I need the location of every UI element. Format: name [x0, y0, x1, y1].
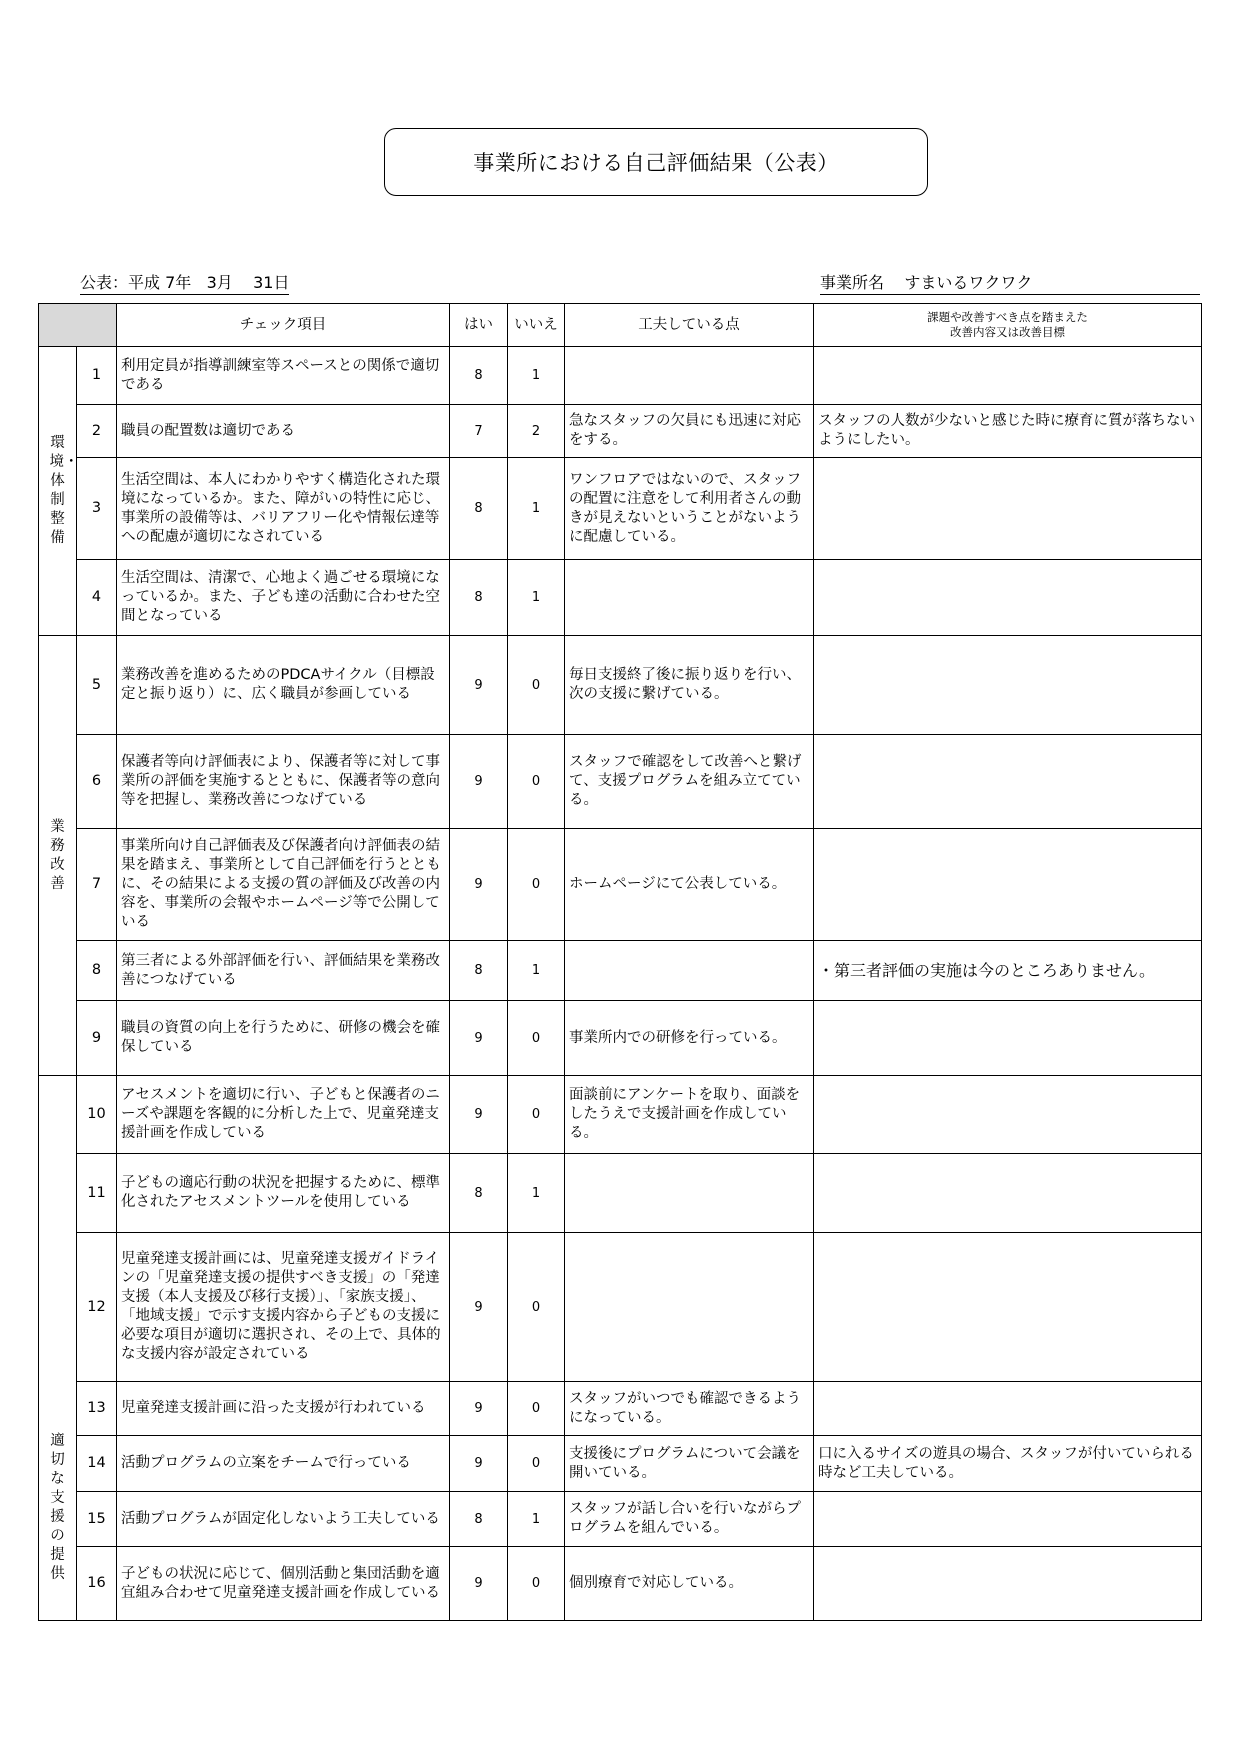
check-item: 活動プログラムの立案をチームで行っている: [117, 1436, 450, 1492]
improvement-note: [814, 636, 1202, 735]
check-item: 児童発達支援計画には、児童発達支援ガイドラインの「児童発達支援の提供すべき支援」の「発達支援（本人支援及び移行支援）」、「家族支援」、「地域支援」で示す支援内容から子どもの支援に必要な項目が適切に選択され、その上で、具体的な支援内容が設定されている: [117, 1233, 450, 1382]
check-item: 職員の配置数は適切である: [117, 405, 450, 458]
row-number: 15: [77, 1492, 117, 1547]
yes-count: 9: [450, 1382, 508, 1436]
table-row: [39, 560, 1202, 636]
category-support-label: 適切な支援の提供: [50, 1433, 65, 1582]
yes-count: 9: [450, 636, 508, 735]
effort-note: 毎日支援終了後に振り返りを行い、次の支援に繋げている。: [565, 636, 814, 735]
improvement-note: [814, 735, 1202, 829]
yes-count: 9: [450, 1233, 508, 1382]
publication-date: [80, 270, 289, 295]
no-count: 0: [508, 636, 565, 735]
no-count: 0: [508, 1436, 565, 1492]
row-number: 11: [77, 1154, 117, 1233]
table-row: [39, 1436, 1202, 1492]
yes-count: 8: [450, 1154, 508, 1233]
check-item: 子どもの状況に応じて、個別活動と集団活動を適宜組み合わせて児童発達支援計画を作成している: [117, 1547, 450, 1621]
table-row: [39, 941, 1202, 1001]
table-row: [39, 735, 1202, 829]
table-row: [39, 405, 1202, 458]
check-item: 活動プログラムが固定化しないよう工夫している: [117, 1492, 450, 1547]
improvement-note: [814, 1547, 1202, 1621]
table-row: [39, 1001, 1202, 1076]
row-number: 1: [77, 347, 117, 405]
yes-count: 8: [450, 347, 508, 405]
row-number: 3: [77, 458, 117, 560]
category-business: [39, 636, 77, 1076]
improvement-note: [814, 347, 1202, 405]
improvement-note: [814, 458, 1202, 560]
improvement-note: [814, 1233, 1202, 1382]
no-count: 1: [508, 347, 565, 405]
improvement-note: [814, 560, 1202, 636]
improvement-note: [814, 1154, 1202, 1233]
check-item: 利用定員が指導訓練室等スペースとの関係で適切である: [117, 347, 450, 405]
table-row: [39, 829, 1202, 941]
check-item: 生活空間は、清潔で、心地よく過ごせる環境になっているか。また、子ども達の活動に合わせた空間となっている: [117, 560, 450, 636]
improvement-note: [814, 1001, 1202, 1076]
check-item: 保護者等向け評価表により、保護者等に対して事業所の評価を実施するとともに、保護者等の意向等を把握し、業務改善につなげている: [117, 735, 450, 829]
improvement-note: 口に入るサイズの遊具の場合、スタッフが付いていられる時など工夫している。: [814, 1436, 1202, 1492]
yes-count: 8: [450, 458, 508, 560]
office-name-value: すまいるワクワク: [904, 273, 1033, 292]
table-row: [39, 1076, 1202, 1154]
row-number: 6: [77, 735, 117, 829]
row-number: 12: [77, 1233, 117, 1382]
check-item: 生活空間は、本人にわかりやすく構造化された環境になっているか。また、障がいの特性に応じ、事業所の設備等は、バリアフリー化や情報伝達等への配慮が適切になされている: [117, 458, 450, 560]
table-row: [39, 1382, 1202, 1436]
row-number: 5: [77, 636, 117, 735]
publication-label: 公表：平成: [80, 273, 161, 292]
office-name: [820, 270, 1200, 295]
yes-count: 9: [450, 1547, 508, 1621]
category-environment-label: 環境・体制整備: [49, 435, 79, 546]
no-count: 0: [508, 1001, 565, 1076]
row-number: 13: [77, 1382, 117, 1436]
table-row: [39, 1547, 1202, 1621]
evaluation-table: [38, 303, 1202, 1621]
improvement-note: [814, 1382, 1202, 1436]
check-item: アセスメントを適切に行い、子どもと保護者のニーズや課題を客観的に分析した上で、児童発達支援計画を作成している: [117, 1076, 450, 1154]
category-business-label: 業務改善: [50, 818, 65, 892]
no-count: 0: [508, 735, 565, 829]
publication-month: 3月: [206, 273, 233, 292]
effort-note: ワンフロアではないので、スタッフの配置に注意をして利用者さんの動きが見えないということがないように配慮している。: [565, 458, 814, 560]
effort-note: 支援後にプログラムについて会議を開いている。: [565, 1436, 814, 1492]
effort-note: 面談前にアンケートを取り、面談をしたうえで支援計画を作成している。: [565, 1076, 814, 1154]
check-item: 第三者による外部評価を行い、評価結果を業務改善につなげている: [117, 941, 450, 1001]
header-no: いいえ: [508, 304, 565, 347]
page-title-text: 事業所における自己評価結果（公表）: [473, 151, 839, 175]
no-count: 1: [508, 458, 565, 560]
yes-count: 7: [450, 405, 508, 458]
improvement-note: [814, 1492, 1202, 1547]
header-improvement: [814, 304, 1202, 347]
no-count: 1: [508, 941, 565, 1001]
no-count: 1: [508, 1154, 565, 1233]
header-yes: はい: [450, 304, 508, 347]
effort-note: 急なスタッフの欠員にも迅速に対応をする。: [565, 405, 814, 458]
effort-note: 事業所内での研修を行っている。: [565, 1001, 814, 1076]
category-environment: [39, 347, 77, 636]
row-number: 7: [77, 829, 117, 941]
effort-note: [565, 941, 814, 1001]
office-label: 事業所名: [820, 273, 885, 292]
improvement-note: [814, 1076, 1202, 1154]
effort-note: 個別療育で対応している。: [565, 1547, 814, 1621]
effort-note: スタッフが話し合いを行いながらプログラムを組んでいる。: [565, 1492, 814, 1547]
no-count: 0: [508, 1547, 565, 1621]
yes-count: 9: [450, 1076, 508, 1154]
page-title: [384, 128, 928, 196]
improvement-note: スタッフの人数が少ないと感じた時に療育に質が落ちないようにしたい。: [814, 405, 1202, 458]
yes-count: 9: [450, 1001, 508, 1076]
no-count: 0: [508, 1076, 565, 1154]
improvement-note: ・第三者評価の実施は今のところありません。: [814, 941, 1202, 1001]
check-item: 業務改善を進めるためのPDCAサイクル（目標設定と振り返り）に、広く職員が参画している: [117, 636, 450, 735]
header-row: [39, 304, 1202, 347]
effort-note: スタッフで確認をして改善へと繋げて、支援プログラムを組み立てている。: [565, 735, 814, 829]
row-number: 4: [77, 560, 117, 636]
table-row: [39, 458, 1202, 560]
table-row: [39, 1492, 1202, 1547]
no-count: 2: [508, 405, 565, 458]
header-corner: [39, 304, 117, 347]
row-number: 9: [77, 1001, 117, 1076]
effort-note: [565, 560, 814, 636]
check-item: 職員の資質の向上を行うために、研修の機会を確保している: [117, 1001, 450, 1076]
header-check-item: チェック項目: [117, 304, 450, 347]
effort-note: ホームページにて公表している。: [565, 829, 814, 941]
no-count: 1: [508, 560, 565, 636]
effort-note: [565, 1154, 814, 1233]
effort-note: スタッフがいつでも確認できるようになっている。: [565, 1382, 814, 1436]
check-item: 児童発達支援計画に沿った支援が行われている: [117, 1382, 450, 1436]
row-number: 14: [77, 1436, 117, 1492]
table-row: [39, 1154, 1202, 1233]
table-row: [39, 1233, 1202, 1382]
check-item: 事業所向け自己評価表及び保護者向け評価表の結果を踏まえ、事業所として自己評価を行うとともに、その結果による支援の質の評価及び改善の内容を、事業所の会報やホームページ等で公開している: [117, 829, 450, 941]
row-number: 16: [77, 1547, 117, 1621]
row-number: 2: [77, 405, 117, 458]
row-number: 10: [77, 1076, 117, 1154]
table-row: [39, 347, 1202, 405]
yes-count: 8: [450, 560, 508, 636]
yes-count: 8: [450, 941, 508, 1001]
yes-count: 8: [450, 1492, 508, 1547]
category-support: [39, 1076, 77, 1621]
yes-count: 9: [450, 829, 508, 941]
table-row: [39, 636, 1202, 735]
publication-year: 7年: [165, 273, 192, 292]
no-count: 1: [508, 1492, 565, 1547]
effort-note: [565, 347, 814, 405]
header-improvement-line1: 課題や改善すべき点を踏まえた: [927, 310, 1088, 324]
publication-day: 31日: [253, 273, 290, 292]
yes-count: 9: [450, 1436, 508, 1492]
effort-note: [565, 1233, 814, 1382]
header-improvement-line2: 改善内容又は改善目標: [950, 325, 1065, 339]
yes-count: 9: [450, 735, 508, 829]
no-count: 0: [508, 829, 565, 941]
no-count: 0: [508, 1233, 565, 1382]
improvement-note: [814, 829, 1202, 941]
row-number: 8: [77, 941, 117, 1001]
check-item: 子どもの適応行動の状況を把握するために、標準化されたアセスメントツールを使用している: [117, 1154, 450, 1233]
header-effort: 工夫している点: [565, 304, 814, 347]
no-count: 0: [508, 1382, 565, 1436]
